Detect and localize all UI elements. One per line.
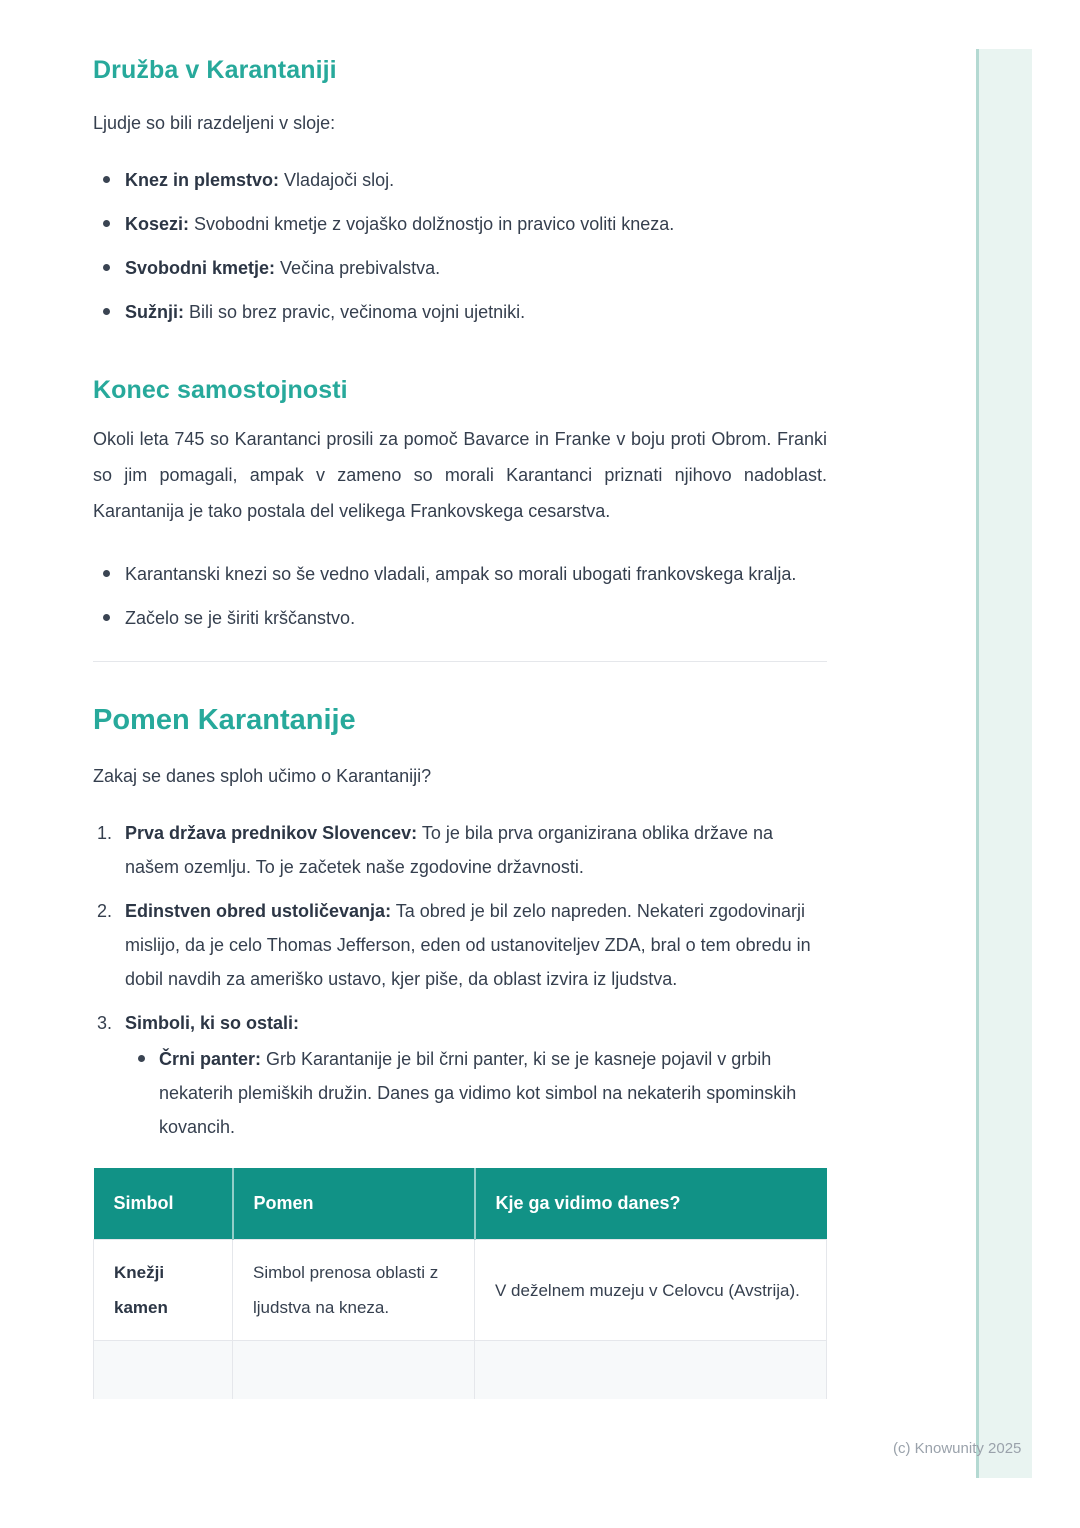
item-text: Grb Karantanije je bil črni panter, ki se je kasneje pojavil v grbih nekaterih plemiških družin. Danes ga vidimo kot simbol na nekaterih spominskih kovancih. [159, 1049, 797, 1137]
main-heading-pomen: Pomen Karantanije [93, 704, 356, 736]
society-list [93, 163, 827, 329]
list-item [93, 601, 827, 635]
watermark-text: (c) Knowunity 2025 [893, 1440, 1022, 1457]
independence-paragraph: Okoli leta 745 so Karantanci prosili za pomoč Bavarce in Franke v boju proti Obrom. Franki so jim pomagali, ampak v zameno so morali Karantanci priznati njihovo nadoblast. Karantanija je tako postala del velikega Frankovskega cesarstva. [93, 429, 827, 521]
item-text: Svobodni kmetje z vojaško dolžnostjo in pravico voliti kneza. [194, 214, 675, 234]
section-divider [93, 661, 827, 662]
list-item [93, 251, 827, 285]
item-number: 2. [97, 901, 113, 921]
item-label: Simboli, ki so ostali: [125, 1013, 300, 1033]
cell-empty [475, 1341, 827, 1400]
item-text: Večina prebivalstva. [280, 258, 441, 278]
item-label: Sužnji: [125, 302, 184, 322]
item-label: Prva država prednikov Slovencev: [125, 823, 418, 843]
right-margin-strip [976, 49, 1032, 1478]
item-text: Začelo se je širiti krščanstvo. [125, 608, 356, 628]
cell-empty [233, 1341, 475, 1400]
item-label: Svobodni kmetje: [125, 258, 276, 278]
item-text: Vladajoči sloj. [284, 170, 395, 190]
item-text: Ta obred je bil zelo napreden. Nekateri zgodovinarji mislijo, da je celo Thomas Jefferson, eden od ustanoviteljev ZDA, bral o tem obredu in dobil navdih za ameriško ustavo, kjer piše, da oblast izvira iz ljudstva. [125, 901, 811, 989]
numbered-item [93, 816, 827, 884]
cell-where: V deželnem muzeju v Celovcu (Avstrija). [475, 1240, 827, 1341]
item-label: Knez in plemstvo: [125, 170, 280, 190]
item-text: To je bila prva organizirana oblika države na našem ozemlju. To je začetek naše zgodovine državnosti. [125, 823, 774, 877]
table-header-row [94, 1168, 827, 1240]
importance-numbered-list [93, 816, 827, 1144]
symbols-nested-list [125, 1042, 827, 1144]
document-page [93, 0, 827, 1399]
item-number: 3. [97, 1013, 113, 1033]
item-label: Kosezi: [125, 214, 190, 234]
symbols-table-container [93, 1168, 827, 1399]
table-header-simbol: Simbol [94, 1168, 233, 1240]
society-intro: Ljudje so bili razdeljeni v sloje: [93, 113, 336, 133]
item-label: Črni panter: [159, 1049, 262, 1069]
symbols-table [93, 1168, 827, 1399]
table-header-pomen: Pomen [233, 1168, 475, 1240]
table-row-cutoff [94, 1341, 827, 1400]
item-number: 1. [97, 823, 113, 843]
table-header-kje: Kje ga vidimo danes? [475, 1168, 827, 1240]
item-text: Karantanski knezi so še vedno vladali, ampak so morali ubogati frankovskega kralja. [125, 564, 797, 584]
nested-item [125, 1042, 827, 1144]
cell-meaning: Simbol prenosa oblasti z ljudstva na kneza. [233, 1240, 475, 1341]
cell-symbol: Knežji kamen [94, 1240, 233, 1341]
section-heading-konec: Konec samostojnosti [93, 376, 348, 404]
numbered-item [93, 894, 827, 996]
list-item [93, 163, 827, 197]
list-item [93, 207, 827, 241]
importance-intro: Zakaj se danes sploh učimo o Karantaniji? [93, 766, 432, 786]
section-heading-druzba: Družba v Karantaniji [93, 56, 337, 84]
list-item [93, 557, 827, 591]
item-text: Bili so brez pravic, večinoma vojni ujetniki. [189, 302, 526, 322]
numbered-item [93, 1006, 827, 1144]
list-item [93, 295, 827, 329]
cell-empty [94, 1341, 233, 1400]
independence-list [93, 557, 827, 635]
table-row [94, 1240, 827, 1341]
item-label: Edinstven obred ustoličevanja: [125, 901, 392, 921]
